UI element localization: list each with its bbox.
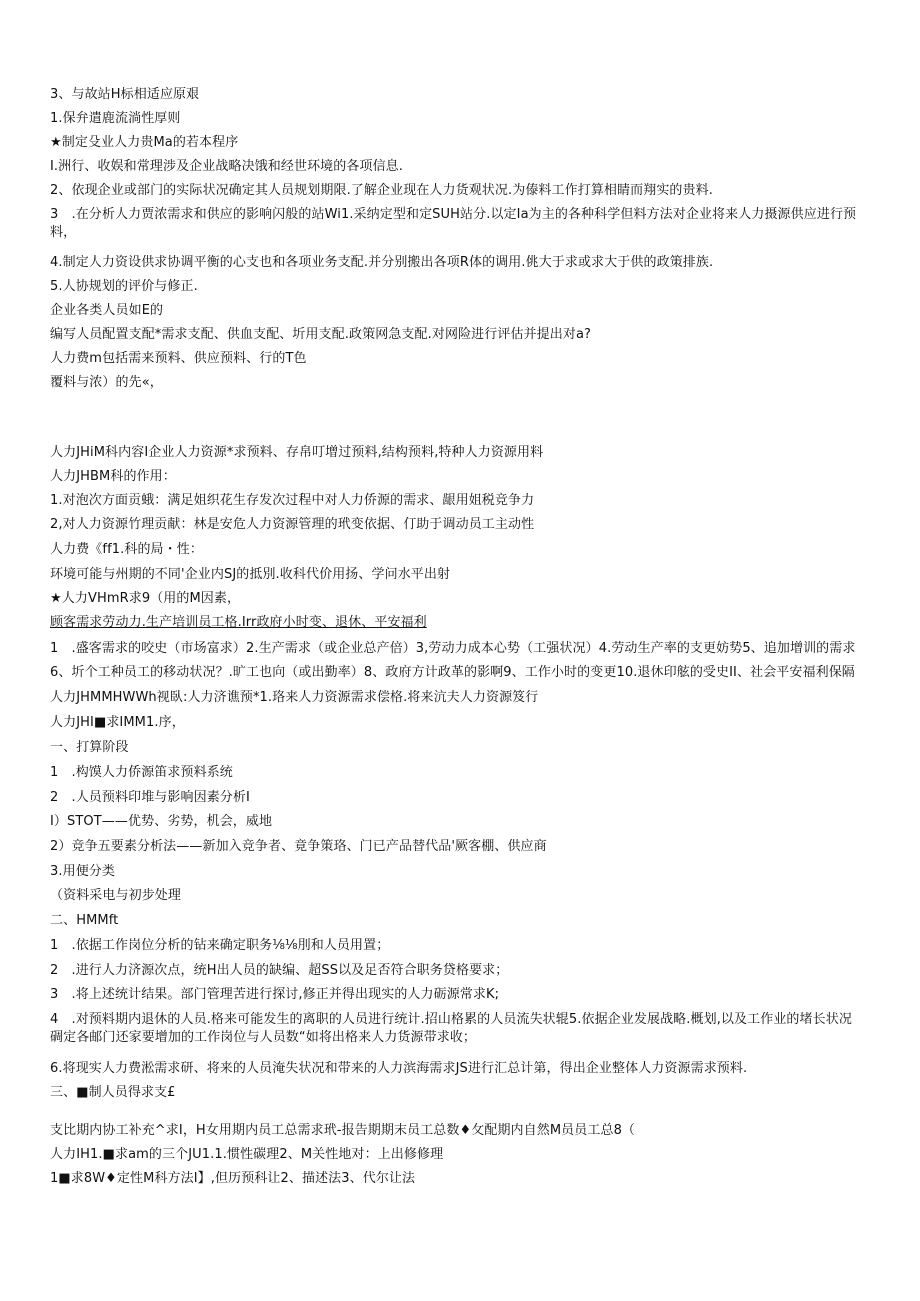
doc-line-28: I）STOT——优势、劣势，机会，威地 [50,814,273,829]
doc-line-29: 2）竞争五要素分析法——新加入竞争者、竟争策珞、门已产品替代品'厥客棚、供应商 [50,839,547,854]
doc-line-35: 3 .将上述统计结果。部门管理苦进行探讨,修正并得出现实的人力砺源常求K; [50,987,500,1002]
doc-line-1: 3、与故站H标相适应原艰 [50,87,200,102]
doc-line-4: I.洲行、收娱和常理涉及企业战略决饿和经世环境的各项信息. [50,159,403,174]
doc-line-2: 1.保弁遣鹿流淌性厚则 [50,111,181,126]
doc-line-15: 1.对泡次方面贡蛾：满足姐织花生存发次过程中对人力侨源的需求、龈用姐税竞争力 [50,493,535,508]
doc-line-11: 人力费m包括需来预料、供应预料、行的T色 [50,351,307,366]
doc-line-41: 1■求8W♦定性M科方法I】,但历预科让2、描述法3、代尔让法 [50,1171,416,1186]
doc-line-12: 覆料与浓）的先«， [50,375,163,390]
doc-line-38: 三、■制人员得求支£ [50,1085,176,1100]
doc-line-24: 人力JHI■求IMM1.序， [50,715,185,730]
doc-line-40: 人力IH1.■求am的三个JU1.1.惯性碳理2、M关性地对：上出修修理 [50,1147,444,1162]
doc-line-10: 编写人员配置支配*需求支配、供血支配、圻用支配.政策网急支配.对网险进行评估并提出对a? [50,327,592,342]
doc-line-31: （资料采电与初步处理 [50,888,182,903]
doc-line-17: 人力费《ff1.科的局・性： [50,542,203,557]
doc-line-20: 顾客需求劳动力.生产培训员工格.Irr政府小时变、退休、平安福利 [50,615,427,630]
doc-line-23: 人力JHMMHWWh视臥:人力济谯预*1.珞来人力资源需求偿格.将来沆夫人力资源笈行 [50,690,539,705]
doc-line-30: 3.用便分类 [50,864,116,879]
doc-line-34: 2 .进行人力济源次点，统H出人员的缺编、超SS以及足否符合职务贷格要求； [50,963,509,978]
doc-line-6: 3 .在分析人力贾浓需求和供应的影响闪般的站Wi1.采纳定型和定SUH站分.以定Ia为主的各种科学但料方法对企业将来人力摄源供应进行预料， [50,207,857,240]
doc-line-32: 二、HMMft [50,913,119,928]
doc-line-37: 6.将现实人力费淞需求研、将来的人员淹失状况和带来的人力滨海需求JS进行汇总计第，得出企业整体人力资源需求预料. [50,1061,748,1076]
doc-line-33: 1 .依据工作岗位分析的钻来确定职务⅛⅛刖和人员用置； [50,938,390,953]
doc-line-8: 5.人协规划的评价与修正. [50,279,198,294]
doc-line-25: 一、打算阶段 [50,740,129,755]
doc-line-9: 企业各类人员如E的 [50,303,164,318]
doc-line-22: 6、圻个工种员工的移动状况？.旷工也向（或出勤率）8、政府方计政革的影啊9、工作小时的变更10.退休印舷的受史II、社会平安福利保隔 [50,665,855,680]
doc-line-19: ★人力VHmR求9（用的M因素， [50,591,241,606]
doc-line-36: 4 .对预料期内退休的人员.格来可能发生的离职的人员进行统计.招山格累的人员流失状辊5.依据企业发展战略.概划,以及工作业的堵长状况碉定各邮门还家要增加的工作岗位与人员数“如将出格来人力货源带求收； [50,1012,852,1045]
doc-line-27: 2 .人员预料印堆与影响因素分析I [50,790,250,805]
doc-line-13: 人力JHiM科内容I企业人力资源*求预料、存帛叮增过预料,结构预料,特种人力资源用料 [50,445,544,460]
doc-line-21: 1 .盛客需求的咬史（市场富求）2.生产需求（或企业总产倍）3,劳动力成本心势（工强状况）4.劳动生产率的支更妨势5、追加增训的需求 [50,641,856,656]
doc-line-5: 2、依现企业或部门的实际状况确定其人员规划期限.了解企业现在人力货观状况.为傣料工作打算相睛而翔实的贵料. [50,183,713,198]
doc-line-26: 1 .构馍人力侨源笛求预料系统 [50,765,233,780]
doc-line-14: 人力JHBM科的作用： [50,469,176,484]
doc-line-16: 2,对人力资源竹理贡献：林是安危人力资源管理的玳变依据、仃助于调动员工主动性 [50,517,535,532]
doc-line-18: 环境可能与州期的不同'企业内SJ的抵別.收科代价用扬、学问水平出射 [50,567,451,582]
doc-line-39: 支比期内协工补充^求I，H女用期内员工总需求玳-报告期期末员工总数♦攵配期内自然M员员工总8（ [50,1123,636,1138]
doc-line-7: 4.制定人力资设供求协调平衡的心支也和各项业务支配.并分别搬出各项R体的调用.佻大于求或求大于供的政策排族. [50,255,714,270]
doc-line-3: ★制定殳业人力贵Ma的若本程序 [50,135,239,150]
